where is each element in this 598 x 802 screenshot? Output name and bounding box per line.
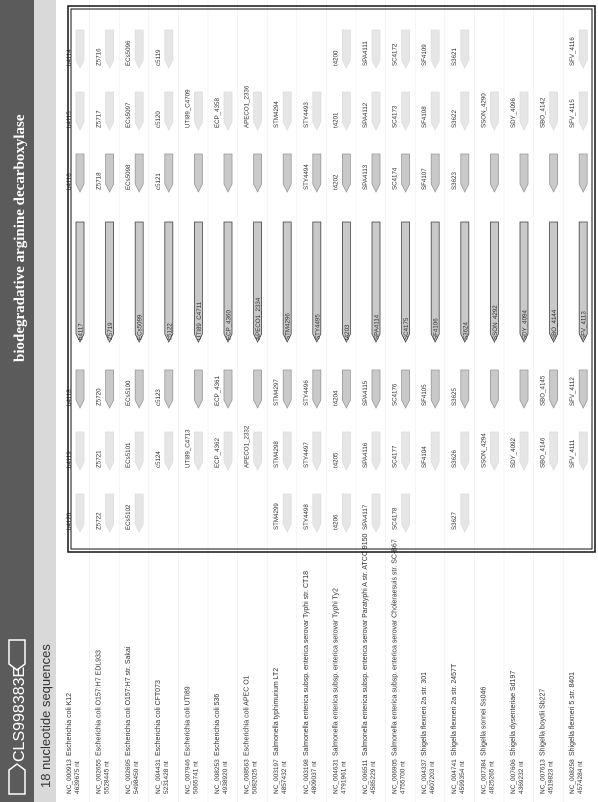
- gene-label[interactable]: c5119: [154, 49, 162, 66]
- genome-length: 4809037 nt: [310, 761, 318, 794]
- gene-arrow[interactable]: [431, 432, 439, 470]
- gene-label[interactable]: STY4495: [314, 314, 322, 340]
- genome-length: 4585229 nt: [370, 761, 377, 794]
- gene-arrow[interactable]: [520, 432, 528, 470]
- gene-label[interactable]: UTI89_C4709: [184, 89, 192, 128]
- gene-arrow[interactable]: [550, 370, 558, 408]
- gene-arrow[interactable]: [372, 494, 380, 532]
- accession-label[interactable]: NC_000913: [66, 759, 73, 794]
- gene-label[interactable]: ECs5100: [125, 380, 133, 406]
- gene-label[interactable]: SPA4112: [362, 102, 369, 128]
- genome-row: [297, 0, 322, 802]
- gene-arrow[interactable]: [579, 432, 587, 470]
- gene-arrow[interactable]: [342, 370, 350, 408]
- gene-label[interactable]: S3621: [450, 48, 458, 66]
- gene-label[interactable]: STM4294: [273, 101, 281, 128]
- gene-label[interactable]: t4202: [332, 174, 340, 190]
- gene-arrow[interactable]: [76, 154, 84, 192]
- gene-arrow[interactable]: [135, 494, 143, 532]
- gene-label[interactable]: ECs5097: [125, 102, 133, 128]
- gene-label[interactable]: STM4299: [273, 503, 281, 530]
- gene-label[interactable]: t4200: [332, 50, 340, 66]
- gene-arrow[interactable]: [550, 92, 558, 130]
- gene-arrow[interactable]: [520, 92, 528, 130]
- gene-arrow[interactable]: [165, 432, 173, 470]
- organism-name[interactable]: Shigella dysenteriae Sd197: [510, 670, 517, 756]
- gene-label[interactable]: t4204: [332, 390, 340, 406]
- genome-length: 4639675 nt: [74, 761, 81, 794]
- gene-arrow[interactable]: [194, 432, 202, 470]
- gene-arrow[interactable]: [402, 30, 410, 68]
- gene-label[interactable]: t4206: [332, 514, 340, 530]
- gene-arrow[interactable]: [283, 370, 291, 408]
- accession-label[interactable]: NC_008258: [569, 759, 577, 794]
- gene-label[interactable]: SC4173: [391, 105, 399, 128]
- genome-length: 4938920 nt: [222, 761, 229, 794]
- gene-label[interactable]: SFV_4116: [569, 37, 577, 66]
- gene-arrow[interactable]: [342, 92, 350, 130]
- organism-name[interactable]: Shigella flexneri 5 str. 8401: [569, 671, 577, 756]
- gene-arrow[interactable]: [490, 154, 498, 192]
- gene-arrow[interactable]: [135, 432, 143, 470]
- gene-label[interactable]: c5122: [166, 323, 174, 340]
- genome-row: [356, 0, 381, 802]
- gene-arrow[interactable]: [313, 92, 321, 130]
- gene-label[interactable]: ECP_4361: [214, 376, 221, 406]
- genome-length: 5082025 nt: [251, 761, 259, 794]
- genome-row: [386, 0, 411, 802]
- gene-label[interactable]: SSON_4290: [480, 93, 488, 128]
- gene-arrow[interactable]: [342, 494, 350, 532]
- gene-arrow[interactable]: [313, 370, 321, 408]
- gene-arrow[interactable]: [579, 30, 587, 68]
- gene-arrow[interactable]: [224, 154, 232, 192]
- gene-arrow[interactable]: [490, 432, 498, 470]
- diagram-title: biodegradative arginine decarboxylase: [12, 114, 28, 362]
- genome-row: [563, 0, 588, 802]
- gene-label[interactable]: Z5720: [95, 388, 103, 406]
- genome-length: 4791961 nt: [340, 761, 348, 794]
- gene-label[interactable]: b4119: [66, 451, 73, 468]
- gene-arrow[interactable]: [402, 494, 410, 532]
- gene-arrow[interactable]: [254, 432, 262, 470]
- gene-arrow[interactable]: [106, 370, 114, 408]
- gene-label[interactable]: STY4498: [302, 504, 310, 530]
- gene-arrow[interactable]: [76, 432, 84, 470]
- accession-label[interactable]: NC_002695: [125, 759, 133, 794]
- gene-label[interactable]: SF4104: [421, 446, 429, 468]
- gene-arrow[interactable]: [283, 154, 291, 192]
- gene-label[interactable]: SPA4111: [362, 41, 369, 66]
- gene-label[interactable]: Z5717: [95, 110, 103, 128]
- gene-label[interactable]: ECs5099: [136, 314, 144, 340]
- accession-label[interactable]: NC_007384: [480, 759, 488, 794]
- gene-label[interactable]: STY4496: [302, 380, 310, 406]
- organism-name[interactable]: Shigella flexneri 2a str. 2457T: [450, 663, 458, 756]
- gene-label[interactable]: ECP_4362: [214, 438, 221, 468]
- genome-row: [178, 0, 203, 802]
- gene-label[interactable]: SDY_4094: [521, 310, 529, 340]
- gene-label[interactable]: SF4109: [421, 44, 429, 66]
- gene-label[interactable]: APECO1_2332: [243, 425, 251, 468]
- gene-label[interactable]: Z5722: [95, 512, 103, 530]
- organism-name[interactable]: Salmonella enterica subsp. enterica serovar Paratyphi A str. ATCC 9150: [362, 533, 369, 756]
- gene-label[interactable]: SFV_4112: [569, 377, 577, 406]
- gene-label[interactable]: SFV_4115: [569, 99, 577, 128]
- genome-length: 4369232 nt: [518, 761, 525, 794]
- gene-label[interactable]: ECs5098: [125, 164, 133, 190]
- gene-arrow[interactable]: [550, 432, 558, 470]
- genome-length: 4755700 nt: [399, 761, 407, 794]
- gene-arrow[interactable]: [550, 154, 558, 192]
- gene-arrow[interactable]: [431, 154, 439, 192]
- gene-label[interactable]: SPA4115: [362, 380, 369, 406]
- accession-label[interactable]: NC_004337: [421, 759, 429, 794]
- gene-label[interactable]: UTI89_C4711: [195, 301, 203, 340]
- gene-label[interactable]: b4114: [66, 49, 73, 66]
- gene-arrow[interactable]: [106, 494, 114, 532]
- organism-name[interactable]: Salmonella typhimurium LT2: [273, 667, 281, 756]
- organism-name[interactable]: Escherichia coli CFT073: [154, 680, 162, 756]
- organism-name[interactable]: Escherichia coli APEC O1: [243, 675, 251, 756]
- gene-arrow[interactable]: [313, 432, 321, 470]
- gene-arrow[interactable]: [461, 494, 469, 532]
- gene-label[interactable]: c5123: [154, 389, 162, 406]
- gene-label[interactable]: ECP_4360: [225, 310, 233, 340]
- gene-label[interactable]: SDY_4092: [510, 438, 517, 468]
- gene-arrow[interactable]: [313, 154, 321, 192]
- genome-length: 4599354 nt: [458, 761, 466, 794]
- gene-label[interactable]: SC4174: [391, 167, 399, 190]
- gene-arrow[interactable]: [431, 92, 439, 130]
- genome-length: 4825265 nt: [488, 761, 496, 794]
- genome-length: 4574284 nt: [577, 761, 585, 794]
- gene-label[interactable]: b4116: [66, 173, 73, 190]
- gene-label[interactable]: STM4298: [273, 441, 281, 468]
- gene-label[interactable]: SF4106: [432, 318, 440, 340]
- gene-arrow[interactable]: [372, 154, 380, 192]
- gene-arrow[interactable]: [372, 92, 380, 130]
- gene-label[interactable]: SBO_4144: [551, 309, 559, 340]
- genome-row: [267, 0, 292, 802]
- accession-label[interactable]: NC_007606: [510, 759, 517, 794]
- accession-label[interactable]: NC_004741: [450, 759, 458, 794]
- gene-arrow[interactable]: [342, 154, 350, 192]
- gene-label[interactable]: t4201: [332, 112, 340, 128]
- gene-arrow[interactable]: [135, 370, 143, 408]
- gene-label[interactable]: S3626: [450, 450, 458, 468]
- organism-name[interactable]: Escherichia coli O157:H7 EDL933: [95, 650, 103, 756]
- organism-name[interactable]: Escherichia coli O157:H7 str. Sakai: [125, 646, 133, 756]
- gene-label[interactable]: SDY_4096: [510, 98, 517, 128]
- gene-arrow[interactable]: [194, 154, 202, 192]
- accession-label[interactable]: NC_002655: [95, 759, 103, 794]
- gene-arrow[interactable]: [313, 494, 321, 532]
- gene-arrow[interactable]: [461, 92, 469, 130]
- gene-arrow[interactable]: [135, 92, 143, 130]
- gene-arrow[interactable]: [283, 92, 291, 130]
- gene-label[interactable]: S3624: [462, 322, 470, 340]
- gene-arrow[interactable]: [165, 30, 173, 68]
- genome-row: [90, 0, 115, 802]
- gene-arrow[interactable]: [76, 370, 84, 408]
- highlight-box-outer: [68, 6, 595, 552]
- genome-row: [415, 0, 440, 802]
- gene-arrow[interactable]: [520, 154, 528, 192]
- gene-arrow[interactable]: [579, 92, 587, 130]
- gene-arrow[interactable]: [76, 92, 84, 130]
- gene-label[interactable]: SPA4114: [373, 314, 381, 340]
- organism-name[interactable]: Salmonella enterica subsp. enterica serovar Typhi str. CT18: [302, 570, 310, 756]
- gene-label[interactable]: SFV_4113: [580, 311, 588, 340]
- accession-label[interactable]: NC_004431: [154, 759, 162, 794]
- gene-arrow[interactable]: [342, 432, 350, 470]
- gene-arrow[interactable]: [106, 92, 114, 130]
- gene-label[interactable]: S3622: [450, 110, 458, 128]
- organism-name[interactable]: Salmonella enterica subsp. enterica serovar Typhi Ty2: [332, 588, 340, 756]
- gene-arrow[interactable]: [106, 30, 114, 68]
- gene-arrow[interactable]: [461, 30, 469, 68]
- gene-label[interactable]: c5120: [154, 111, 162, 128]
- gene-label[interactable]: Z5718: [95, 172, 103, 190]
- gene-arrow[interactable]: [372, 370, 380, 408]
- organism-name[interactable]: Shigella sonnei Ss046: [480, 686, 488, 756]
- gene-arrow[interactable]: [224, 92, 232, 130]
- gene-label[interactable]: STM4296: [284, 313, 292, 340]
- gene-label[interactable]: SF4107: [421, 168, 429, 190]
- gene-label[interactable]: ECP_4358: [214, 98, 221, 128]
- gene-label[interactable]: SPA4113: [362, 164, 369, 190]
- genome-row: [119, 0, 144, 802]
- gene-label[interactable]: b4120: [66, 512, 73, 530]
- gene-arrow[interactable]: [135, 154, 143, 192]
- sequence-count: 18 nucleotide sequences: [38, 644, 53, 788]
- gene-arrow[interactable]: [224, 432, 232, 470]
- gene-label[interactable]: c5124: [154, 451, 162, 468]
- accession-label[interactable]: NC_008253: [214, 759, 221, 794]
- gene-label[interactable]: ECs5102: [125, 504, 133, 530]
- gene-arrow[interactable]: [342, 30, 350, 68]
- accession-label[interactable]: NC_003197: [273, 759, 281, 794]
- gene-arrow[interactable]: [402, 432, 410, 470]
- gene-label[interactable]: SSON_4292: [491, 305, 499, 340]
- gene-arrow[interactable]: [106, 154, 114, 192]
- genome-rows: [66, 0, 588, 802]
- gene-arrow[interactable]: [372, 30, 380, 68]
- gene-arrow[interactable]: [402, 154, 410, 192]
- organism-name[interactable]: Escherichia coli K12: [66, 692, 73, 756]
- gene-label[interactable]: SF4105: [421, 384, 429, 406]
- gene-arrow[interactable]: [165, 370, 173, 408]
- gene-label[interactable]: Z5721: [95, 450, 103, 468]
- gene-label[interactable]: SC4172: [391, 43, 399, 66]
- genome-length: 4519823 nt: [547, 761, 555, 794]
- gene-label[interactable]: Z5719: [107, 322, 115, 340]
- gene-arrow[interactable]: [490, 370, 498, 408]
- genome-length: 5498450 nt: [133, 761, 141, 794]
- gene-label[interactable]: STY4493: [302, 102, 310, 128]
- organism-name[interactable]: Salmonella enterica subsp. enterica serovar Choleraesuis str. SC-B67: [391, 539, 399, 756]
- gene-label[interactable]: S3625: [450, 388, 458, 406]
- gene-label[interactable]: SC4177: [391, 445, 399, 468]
- gene-label[interactable]: APECO1_2334: [255, 297, 263, 340]
- cluster-id: CLS998383E: [11, 666, 28, 762]
- gene-arrow[interactable]: [579, 154, 587, 192]
- genome-row: [534, 0, 559, 802]
- gene-arrow[interactable]: [431, 30, 439, 68]
- accession-label[interactable]: NC_007613: [539, 759, 547, 794]
- organism-name[interactable]: Escherichia coli 536: [214, 693, 221, 756]
- genome-row: [474, 0, 499, 802]
- gene-label[interactable]: SF4108: [421, 106, 429, 128]
- gene-label[interactable]: STY4497: [302, 442, 310, 468]
- gene-arrow[interactable]: [402, 370, 410, 408]
- accession-label[interactable]: NC_008563: [243, 759, 251, 794]
- organism-name[interactable]: Shigella flexneri 2a str. 301: [421, 671, 429, 756]
- gene-arrow[interactable]: [461, 370, 469, 408]
- gene-label[interactable]: SC4175: [403, 317, 411, 340]
- genome-length: 5231428 nt: [162, 761, 170, 794]
- gene-label[interactable]: S3627: [450, 512, 458, 530]
- organism-name[interactable]: Escherichia coli UTI89: [184, 686, 192, 756]
- gene-arrow[interactable]: [579, 370, 587, 408]
- gene-arrow[interactable]: [461, 154, 469, 192]
- gene-arrow[interactable]: [224, 370, 232, 408]
- genome-row: [504, 0, 529, 802]
- gene-arrow[interactable]: [461, 432, 469, 470]
- gene-arrow[interactable]: [490, 92, 498, 130]
- organism-name[interactable]: Shigella boydii Sb227: [539, 688, 547, 756]
- gene-label[interactable]: c5121: [154, 173, 162, 190]
- gene-arrow[interactable]: [76, 494, 84, 532]
- genome-row: [149, 0, 174, 802]
- gene-label[interactable]: UTI89_C4713: [184, 429, 192, 468]
- gene-arrow[interactable]: [283, 432, 291, 470]
- accession-label[interactable]: NC_007946: [184, 759, 192, 794]
- gene-arrow[interactable]: [254, 92, 262, 130]
- gene-arrow[interactable]: [283, 494, 291, 532]
- genome-row: [208, 0, 233, 802]
- gene-label[interactable]: ECs5101: [125, 442, 133, 468]
- genome-length: 4857432 nt: [281, 761, 289, 794]
- gene-label[interactable]: t4205: [332, 452, 340, 468]
- gene-arrow[interactable]: [135, 30, 143, 68]
- genome-row: [326, 0, 351, 802]
- genome-length: 5065741 nt: [192, 761, 200, 794]
- gene-label[interactable]: APECO1_2336: [243, 85, 251, 128]
- gene-arrow[interactable]: [372, 432, 380, 470]
- gene-arrow[interactable]: [520, 370, 528, 408]
- gene-label[interactable]: SBO_4142: [539, 97, 547, 128]
- accession-label[interactable]: NC_003198: [302, 759, 310, 794]
- gene-label[interactable]: SSON_4294: [480, 433, 488, 468]
- gene-arrow[interactable]: [254, 154, 262, 192]
- gene-arrow[interactable]: [402, 92, 410, 130]
- gene-label[interactable]: t4203: [343, 324, 351, 340]
- gene-arrow[interactable]: [106, 432, 114, 470]
- gene-arrow[interactable]: [194, 370, 202, 408]
- genome-row: [238, 0, 263, 802]
- gene-label[interactable]: SFV_4111: [569, 439, 577, 468]
- genome-length: 4607203 nt: [429, 761, 437, 794]
- accession-label[interactable]: NC_004631: [332, 759, 340, 794]
- accession-label[interactable]: NC_006905: [391, 759, 399, 794]
- gene-arrow[interactable]: [165, 154, 173, 192]
- gene-label[interactable]: STY4494: [302, 164, 310, 190]
- genome-row: [445, 0, 470, 802]
- gene-label[interactable]: b4117: [77, 323, 85, 340]
- gene-label[interactable]: S3623: [450, 172, 458, 190]
- highlight-box-inner: [71, 9, 592, 549]
- gene-label[interactable]: Z5716: [95, 48, 103, 66]
- genome-row: [66, 30, 85, 794]
- gene-label[interactable]: STM4297: [273, 379, 281, 406]
- gene-arrow[interactable]: [431, 370, 439, 408]
- gene-arrow[interactable]: [165, 92, 173, 130]
- gene-label[interactable]: SBO_4145: [539, 375, 547, 406]
- gene-label[interactable]: SC4176: [391, 383, 399, 406]
- gene-label[interactable]: b4118: [66, 389, 73, 406]
- gene-label[interactable]: b4115: [66, 111, 73, 128]
- gene-arrow[interactable]: [194, 92, 202, 130]
- genome-length: 5528445 nt: [103, 761, 111, 794]
- gene-label[interactable]: SBO_4146: [539, 437, 547, 468]
- gene-arrow[interactable]: [254, 370, 262, 408]
- accession-label[interactable]: NC_006511: [362, 759, 369, 794]
- gene-arrow[interactable]: [76, 30, 84, 68]
- gene-label[interactable]: SC4178: [391, 507, 399, 530]
- gene-label[interactable]: SPA4116: [362, 442, 369, 468]
- gene-label[interactable]: ECs5096: [125, 40, 133, 66]
- gene-label[interactable]: SPA4117: [362, 504, 369, 530]
